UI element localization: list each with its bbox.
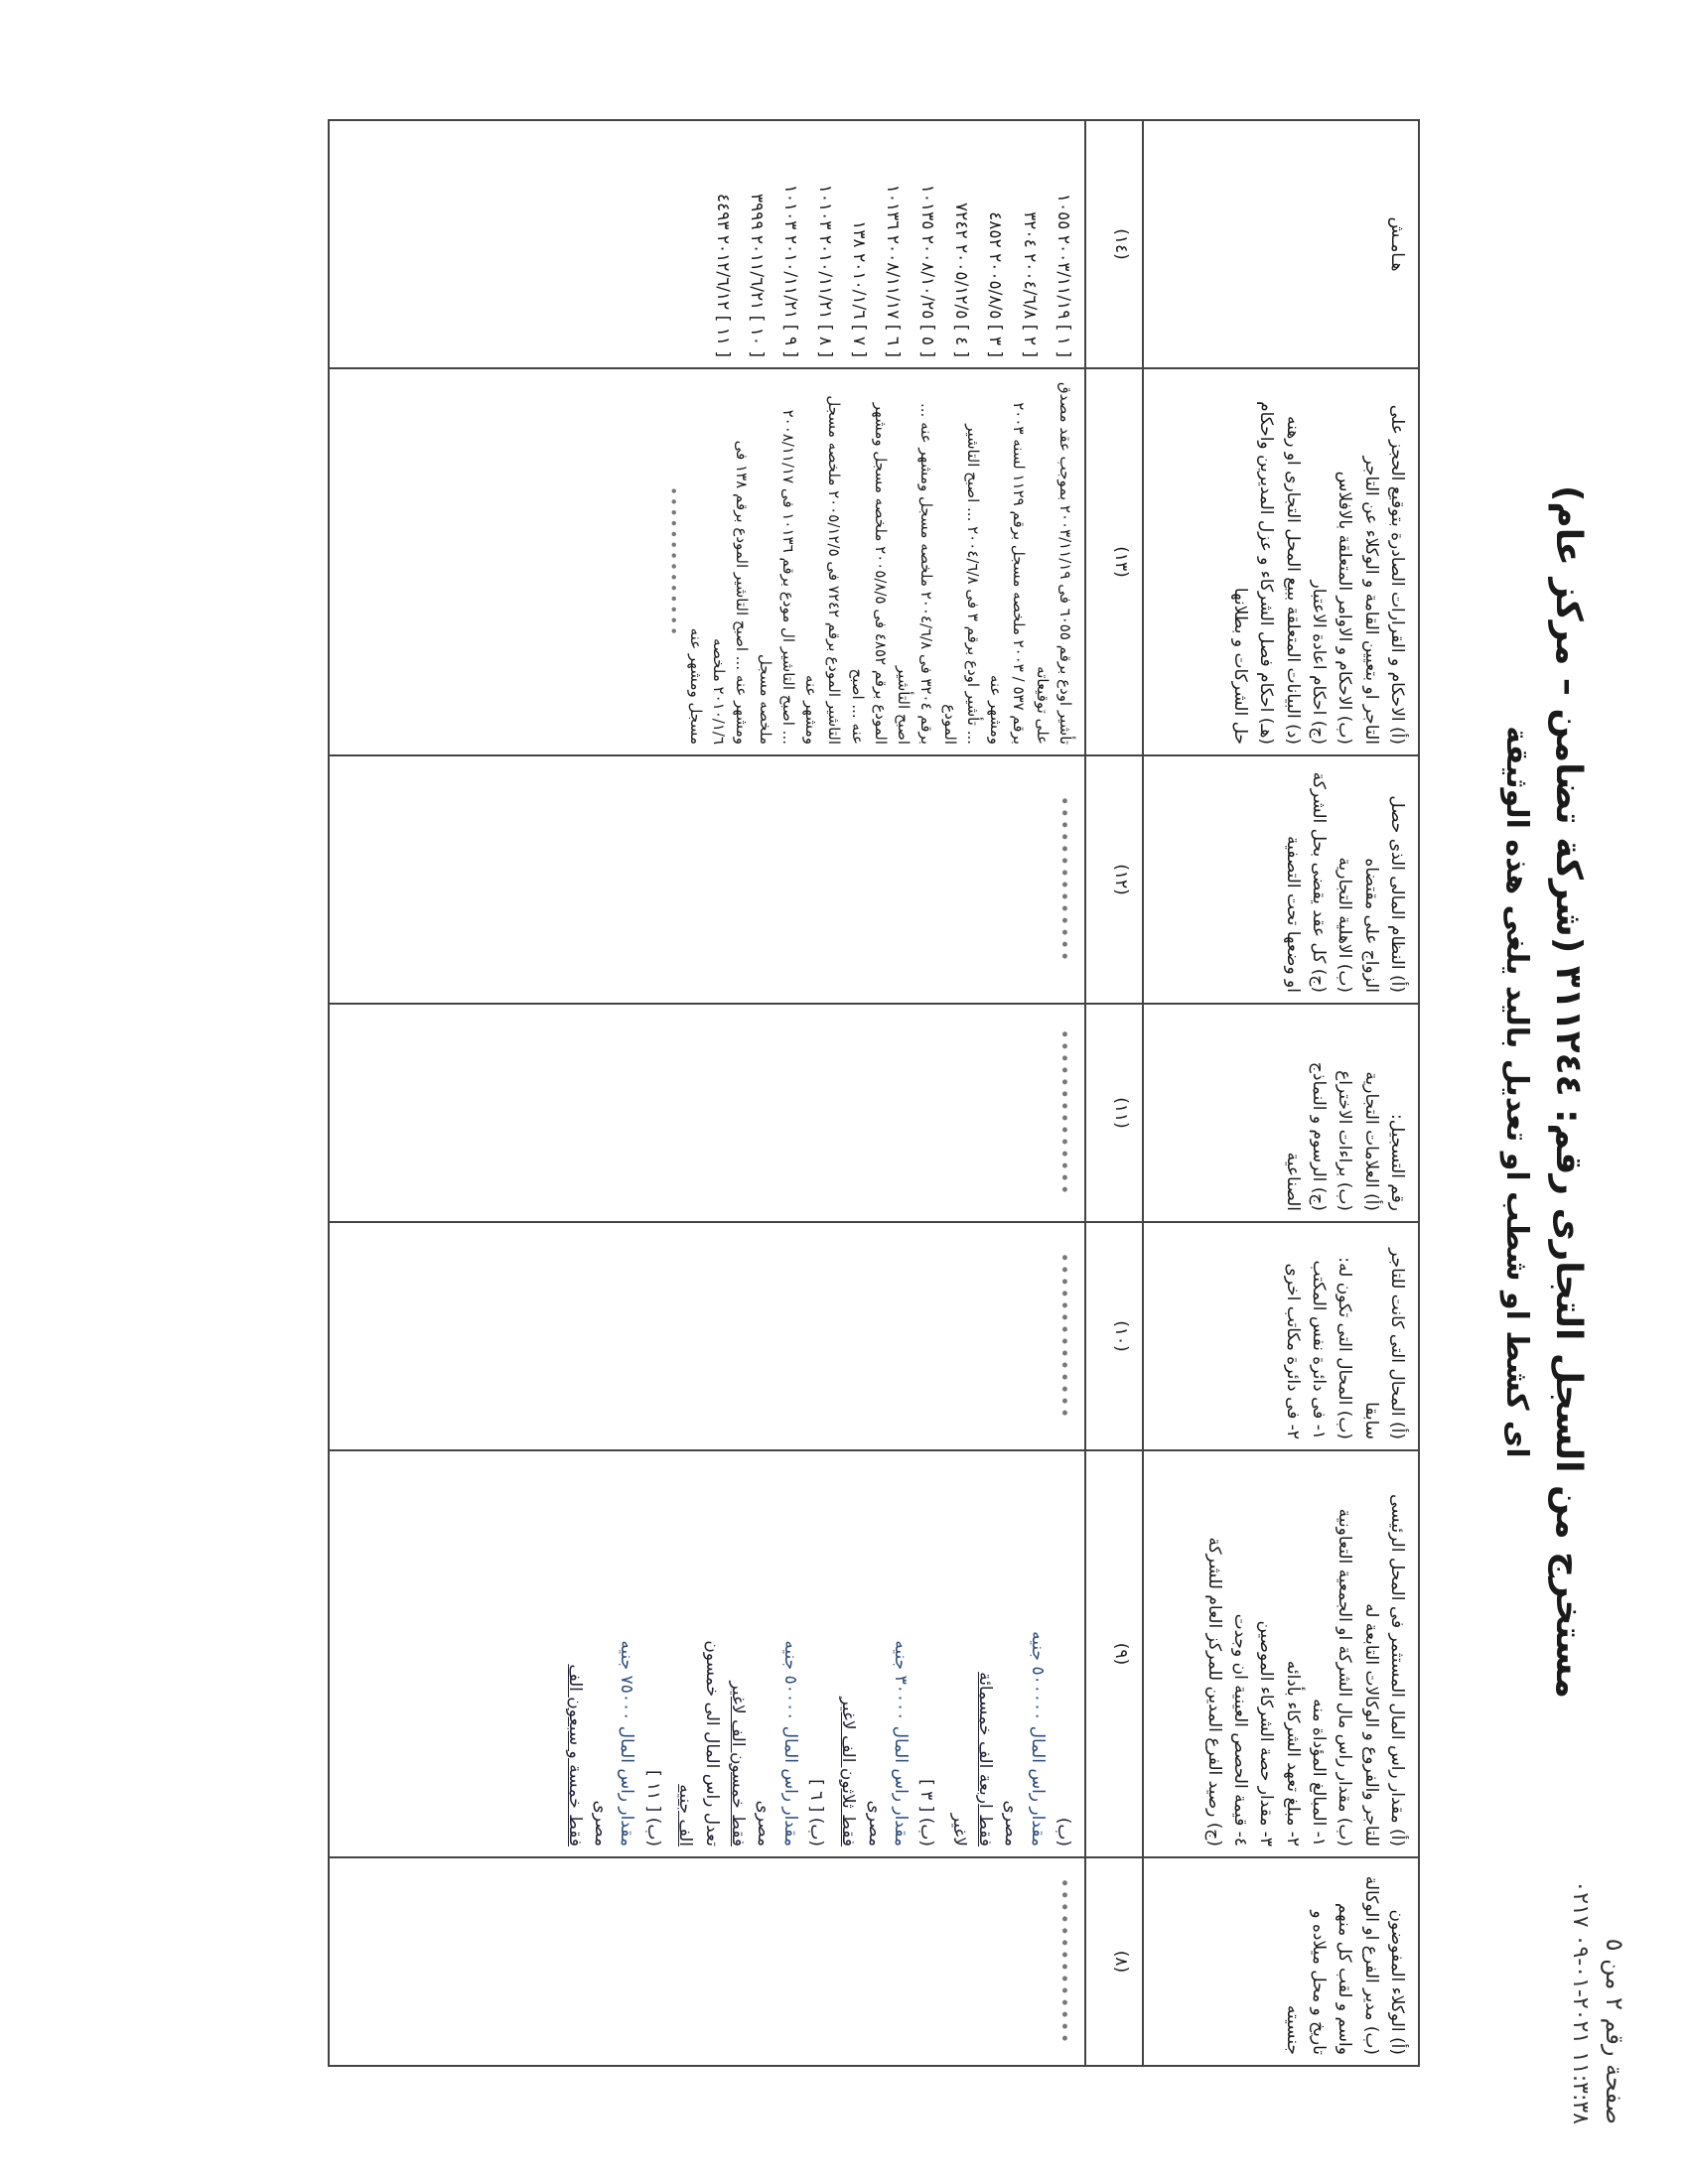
annotation-line: برقم ٥٣٧ / ٢٠٠٣ ملخصه مسجل برقم ١١٢٩ لسنه ٢٠٠٣ ومشهر عنه <box>987 402 1029 745</box>
col-10-header <box>1143 1222 1419 1450</box>
col-9-line: ٣- مقدار حصة الشركاء الموصين <box>1256 1620 1277 1846</box>
col-14-line: هـامـش <box>1387 216 1407 272</box>
capital-entry <box>672 1461 829 1846</box>
annotation-line: التاشير المودع برقم ٧٢٤٢ فى ٢٠٠٥/١٢/٥ ملخصه مسجل ومشهر عنه <box>802 395 844 745</box>
col-number: (٨) <box>1085 1857 1143 2066</box>
col-13-header <box>1143 368 1419 755</box>
capital-line: مقدار راس المال ٣٠٠٠٠ جنيه <box>890 1640 911 1846</box>
col-11-header <box>1143 1004 1419 1222</box>
capital-line: مقدار راس المال ٥٠٠٠٠٠ جنيه <box>1027 1631 1048 1846</box>
col-8-line: (ب) مدير الفرع او الوكالة <box>1360 1875 1381 2055</box>
capital-ref: (ب) <box>1054 1817 1073 1846</box>
capital-line: مقدار راس المال ٧٥٠٠٠ جنيه <box>617 1640 637 1846</box>
column-number-row <box>1085 120 1143 2066</box>
margin-note: [ ١١ ] ٢٠١٢/٦/١٢ ٤٤٩٣ <box>712 193 733 357</box>
col-number: (١٣) <box>1085 368 1143 755</box>
col-11-line: (أ) العلامات التجارية <box>1360 1071 1381 1211</box>
capital-line: فقط ثلاثون الف لاغير <box>838 1697 859 1846</box>
col-8-empty-dots: •••••••••••••• <box>329 1857 1085 2066</box>
col-9-line: ٤- قيمة الحصص العينية ان وجدت <box>1229 1613 1250 1846</box>
capital-line: مصرى <box>864 1800 885 1846</box>
col-10-line: (أ) المحال التى كانت للتاجر سابقا <box>1360 1248 1407 1439</box>
col-11-line: (ج) الرسوم و النماذج الصناعية <box>1282 1061 1329 1211</box>
capital-line: لاغير <box>948 1813 969 1846</box>
header-row <box>1143 120 1419 2066</box>
col-12-line: (ج) كل عقد يقضى بحل الشركة او وضعها تحت التصفية <box>1282 771 1329 993</box>
col-9-header <box>1143 1450 1419 1857</box>
col-8-line: واسم و لقب كل منهم <box>1335 1902 1355 2055</box>
capital-line: مصرى <box>591 1800 612 1846</box>
col-number: (١١) <box>1085 1004 1143 1222</box>
col-9-line: (أ) مقدار راس المال المستثمر فى المحل الرئيسى للتاجر والفروع و الوكالات التابعة له <box>1360 1493 1407 1846</box>
col-8-line: (أ) الوكلاء المفوضون <box>1387 1909 1407 2055</box>
col-13-line: (ج) احكام اعادة الاعتبار <box>1308 580 1329 745</box>
col-11-line: (ب) براءات الاختراع <box>1335 1070 1355 1211</box>
col-9-line: (ج) رصيد الفرع المدين للمركز العام للشركة <box>1203 1537 1224 1846</box>
col-10-line: ١- فى دائرة نفس المكتب <box>1308 1260 1329 1439</box>
capital-entry <box>835 1461 939 1846</box>
margin-note: [ ٨ ] ٢٠١٠/١١/٢١ ١٠١٠٣ <box>814 184 835 357</box>
capital-ref: (ب) [ ١١ ] <box>642 1769 663 1846</box>
annotation-line: ... تأشير اودع برقم ٣ فى ٢٠٠٤/٦/٨ ... اصبح التاشير المودع <box>940 424 982 745</box>
margin-note: [ ٩ ] ٢٠١٠/١١/٢١ ١٠١٠٣ <box>780 184 801 357</box>
capital-line: مصرى <box>1001 1800 1022 1846</box>
col-9-capital <box>329 1450 1085 1857</box>
col-9-line: ٢- مبلغ تعهد الشركاء بأدائه <box>1282 1660 1303 1846</box>
col-12-empty-dots: •••••••••••••• <box>329 755 1085 1004</box>
page-header <box>1568 1880 1628 2124</box>
capital-line: مقدار راس المال ٥٠٠٠٠ جنيه <box>779 1640 800 1846</box>
col-8-line: تاريخ و محل ميلاده و جنسيته <box>1282 1910 1329 2055</box>
annotation-line: ومشهر عنه ... اصبح التاشير المودع برقم ١٣٨ فى ٢٠١٠/١/٦ ملخصه <box>710 440 752 745</box>
register-table <box>328 119 1420 2067</box>
capital-line: الف جنيه <box>675 1784 696 1846</box>
annotation-line: تأشير اودع برقم ٦٠٥٥ فى ٢٠٠٣/١١/١٩ بموجب عقد مصدق على توقيعاته <box>1033 382 1074 745</box>
col-13-line: (ب) الاحكام و الاوامر المتعلقة بالافلاس <box>1335 471 1355 745</box>
col-13-annotations <box>329 368 1085 755</box>
col-13-line: (هـ) احكام فصل الشركاء و عزل المديرين واحكام حل الشركات و بطلانها <box>1229 401 1277 745</box>
capital-ref: (ب) [ ٦ ] <box>805 1779 826 1846</box>
margin-note: [ ٧ ] ٢٠١٠/١/٦ ١٣٨ <box>848 220 869 357</box>
col-number: (١٠) <box>1085 1222 1143 1450</box>
annotation-dots: •••••••••••••• <box>663 486 682 637</box>
content-row <box>329 120 1085 2066</box>
col-12-line: (أ) النظام المالى الذى حصل الزواج على مقتضاه <box>1360 795 1407 993</box>
col-number: (١٤) <box>1085 120 1143 368</box>
margin-note: [ ١ ] ٢٠٠٣/١١/١٩ ١٠٥٥ <box>1054 193 1073 357</box>
capital-entry <box>945 1461 1076 1846</box>
col-14-margin-notes <box>329 120 1085 368</box>
capital-line: مصرى <box>754 1800 774 1846</box>
annotation-line: برقم ٣٢٠٤ فى ٢٠٠٤/٦/٨ ملخصه مسجل ومشهر عنه ... اصبح التأشير <box>895 403 936 745</box>
col-9-line: ١- المبالغ المؤداة منه <box>1308 1699 1329 1846</box>
document-subtitle: اى كشط او شطب او تعديل باليد يلغى هذه الوثيقة <box>1499 726 1534 1458</box>
capital-line: فقط خمسون الف لاغير <box>727 1681 748 1846</box>
col-number: (١٢) <box>1085 755 1143 1004</box>
margin-note: [ ٦ ] ٢٠٠٨/١١/١٧ ١٠١٣٦ <box>883 184 904 357</box>
margin-note: [ ١٠ ] ٢٠١١/٦/٢١ ٣٩٩٩ <box>746 193 767 357</box>
col-number: (٩) <box>1085 1450 1143 1857</box>
annotation-line: مسجل ومشهر عنه <box>687 627 705 745</box>
page-number: صفحة رقم ٢ من ٥ <box>1601 1938 1628 2124</box>
col-9-line: (ب) مقدار راس مال الشركة او الجمعية التعاونية <box>1335 1508 1355 1846</box>
col-11-line: رقم التسجيل: <box>1387 1114 1407 1211</box>
margin-note: [ ٤ ] ٢٠٠٥/١٢/٥ ٧٢٤٢ <box>950 203 971 357</box>
col-10-line: (ب) المحال التى تكون له: <box>1335 1257 1355 1439</box>
col-12-header <box>1143 755 1419 1004</box>
capital-line: فقط خمسة و سبعون الف <box>564 1664 585 1846</box>
col-12-line: (ب) الاهلية التجارية <box>1335 857 1355 993</box>
margin-note: [ ٥ ] ٢٠٠٨/١٠/٢٥ ١٠١٣٥ <box>916 184 937 357</box>
col-13-line: (أ) الاحكام و القرارات الصادرة بتوقيع الحجز على التاجر او بتعيين القامة و الوكلاء عن التاجر <box>1360 404 1407 745</box>
margin-note: [ ٣ ] ٢٠٠٥/٨/٥ ٤٨٥٢ <box>985 211 1006 357</box>
document-title: مستخرج من السجل التجارى رقم: ٣١١٢٤٤ (شركة تضامن – مركز عام) <box>1548 484 1589 1700</box>
print-timestamp: ١١:٣:٣٨ ٢٠٢١-٠١-٠٩ ٠٢١٧ <box>1568 1880 1593 2124</box>
annotation-line: المودع برقم ٤٨٥٢ فى ٢٠٠٥/٨/٥ ملخصه مسجل ومشهر عنه ... اصبح <box>848 402 890 745</box>
margin-note: [ ٢ ] ٢٠٠٤/٦/٨ ٣٢٠٤ <box>1019 211 1040 357</box>
capital-line: تعدل راس المال الى خمسون <box>701 1640 722 1846</box>
col-13-line: (د) البيانات المتعلقة ببيع المحل التجارى او رهنه <box>1282 416 1303 745</box>
col-8-header <box>1143 1857 1419 2066</box>
col-11-empty-dots: •••••••••••••• <box>329 1004 1085 1222</box>
col-10-empty-dots: •••••••••••••• <box>329 1222 1085 1450</box>
document-titles <box>1499 417 1589 1767</box>
col-10-line: ٢- فى دائرة مكاتب اخرى <box>1282 1263 1303 1439</box>
annotation-line: ... اصبح التاشير ال مودع برقم ١٠١٣٦ فى ٢٠٠٨/١١/١٧ ملخصه مسجل <box>756 409 797 745</box>
col-14-header <box>1143 120 1419 368</box>
capital-ref: (ب) [ ٣ ] <box>916 1779 937 1846</box>
capital-line: فقط اربعة الف خمسمائة <box>974 1672 995 1846</box>
capital-entry <box>561 1461 665 1846</box>
